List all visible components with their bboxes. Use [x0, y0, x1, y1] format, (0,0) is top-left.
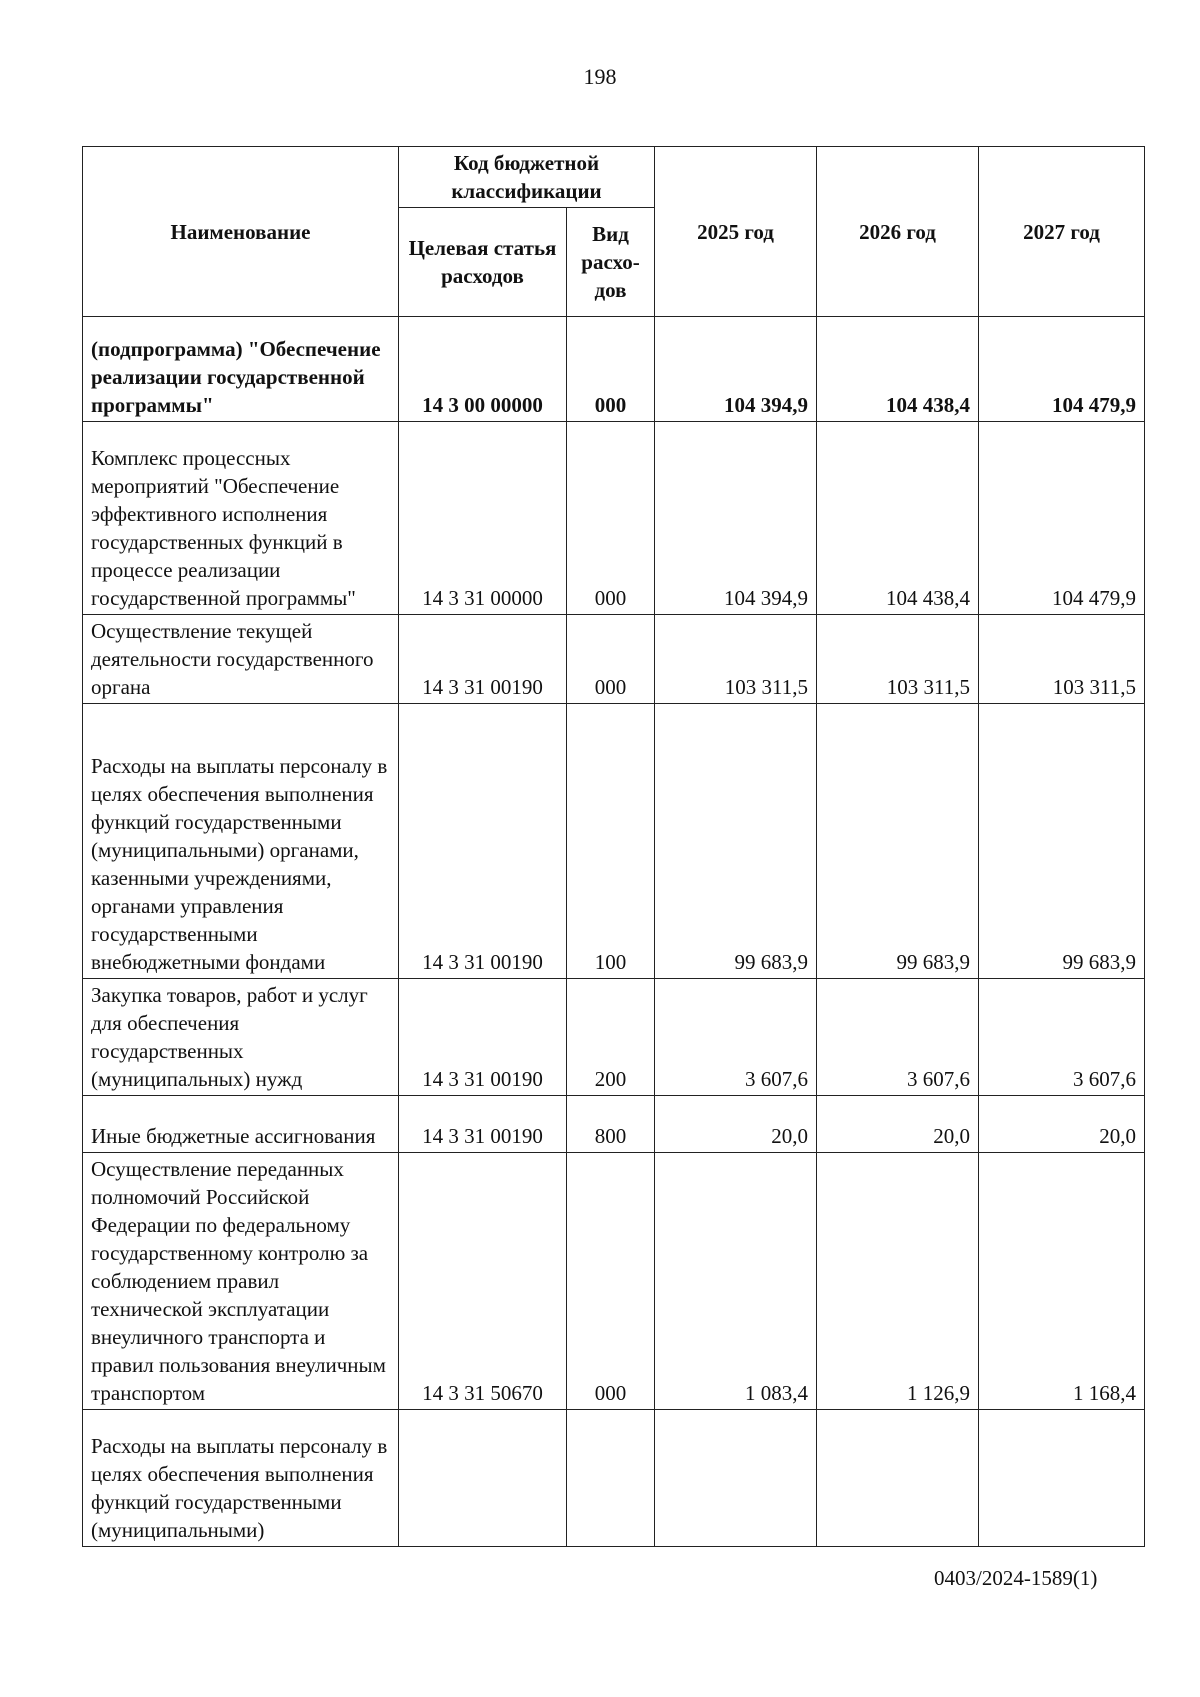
table-row — [83, 422, 1145, 615]
row-value-2025: 20,0 — [655, 1096, 817, 1153]
row-target-code: 14 3 31 00190 — [399, 979, 567, 1096]
row-value-2025: 104 394,9 — [655, 422, 817, 615]
row-value-2026 — [817, 1410, 979, 1547]
page-number: 198 — [583, 64, 617, 89]
table-row — [83, 1410, 1145, 1547]
table-row — [83, 317, 1145, 422]
row-expense-kind — [567, 1410, 655, 1547]
header-expense-kind: Вид расхо-дов — [567, 208, 655, 317]
table-row — [83, 704, 1145, 979]
row-value-2025: 1 083,4 — [655, 1153, 817, 1410]
budget-table — [82, 146, 1145, 1547]
row-target-code — [399, 1410, 567, 1547]
row-target-code: 14 3 00 00000 — [399, 317, 567, 422]
row-target-code: 14 3 31 00190 — [399, 704, 567, 979]
row-target-code: 14 3 31 50670 — [399, 1153, 567, 1410]
row-value-2026: 20,0 — [817, 1096, 979, 1153]
row-value-2026: 104 438,4 — [817, 317, 979, 422]
document-registration-code: 0403/2024-1589(1) — [934, 1566, 1098, 1590]
row-value-2025 — [655, 1410, 817, 1547]
row-expense-kind: 000 — [567, 422, 655, 615]
row-value-2027: 104 479,9 — [979, 422, 1145, 615]
row-name: Иные бюджетные ассигнования — [83, 1096, 399, 1153]
row-expense-kind: 000 — [567, 1153, 655, 1410]
row-name: Расходы на выплаты персоналу в целях обеспечения выполнения функций государственными (муниципальными) органами, казенными учреждениями, органами управления государственными внебюджетными фондами — [83, 704, 399, 979]
header-2026: 2026 год — [817, 147, 979, 317]
row-value-2026: 3 607,6 — [817, 979, 979, 1096]
row-expense-kind: 000 — [567, 317, 655, 422]
row-value-2026: 103 311,5 — [817, 615, 979, 704]
row-value-2025: 3 607,6 — [655, 979, 817, 1096]
table-row — [83, 615, 1145, 704]
row-name: Закупка товаров, работ и услуг для обеспечения государственных (муниципальных) нужд — [83, 979, 399, 1096]
table-row — [83, 1096, 1145, 1153]
row-value-2026: 104 438,4 — [817, 422, 979, 615]
row-value-2027 — [979, 1410, 1145, 1547]
row-value-2027: 20,0 — [979, 1096, 1145, 1153]
header-2027: 2027 год — [979, 147, 1145, 317]
row-name: (подпрограмма) "Обеспечение реализации государственной программы" — [83, 317, 399, 422]
row-name: Осуществление переданных полномочий Российской Федерации по федеральному государственному контролю за соблюдением правил технической эксплуатации внеуличного транспорта и правил пользования внеуличным транспортом — [83, 1153, 399, 1410]
row-expense-kind: 100 — [567, 704, 655, 979]
row-value-2027: 104 479,9 — [979, 317, 1145, 422]
row-value-2026: 99 683,9 — [817, 704, 979, 979]
row-value-2027: 3 607,6 — [979, 979, 1145, 1096]
row-expense-kind: 800 — [567, 1096, 655, 1153]
row-expense-kind: 200 — [567, 979, 655, 1096]
table-row — [83, 979, 1145, 1096]
row-target-code: 14 3 31 00000 — [399, 422, 567, 615]
header-target-article: Целевая статья расходов — [399, 208, 567, 317]
row-target-code: 14 3 31 00190 — [399, 1096, 567, 1153]
header-2025: 2025 год — [655, 147, 817, 317]
row-expense-kind: 000 — [567, 615, 655, 704]
header-kbk-group: Код бюджетной классификации — [399, 147, 655, 208]
row-value-2027: 103 311,5 — [979, 615, 1145, 704]
row-value-2027: 99 683,9 — [979, 704, 1145, 979]
row-name: Комплекс процессных мероприятий "Обеспечение эффективного исполнения государственных функций в процессе реализации государственной программы" — [83, 422, 399, 615]
row-value-2026: 1 126,9 — [817, 1153, 979, 1410]
table-row — [83, 1153, 1145, 1410]
row-name: Расходы на выплаты персоналу в целях обеспечения выполнения функций государственными (муниципальными) — [83, 1410, 399, 1547]
row-value-2025: 103 311,5 — [655, 615, 817, 704]
row-value-2027: 1 168,4 — [979, 1153, 1145, 1410]
row-target-code: 14 3 31 00190 — [399, 615, 567, 704]
row-name: Осуществление текущей деятельности государственного органа — [83, 615, 399, 704]
header-name: Наименование — [83, 147, 399, 317]
row-value-2025: 99 683,9 — [655, 704, 817, 979]
row-value-2025: 104 394,9 — [655, 317, 817, 422]
